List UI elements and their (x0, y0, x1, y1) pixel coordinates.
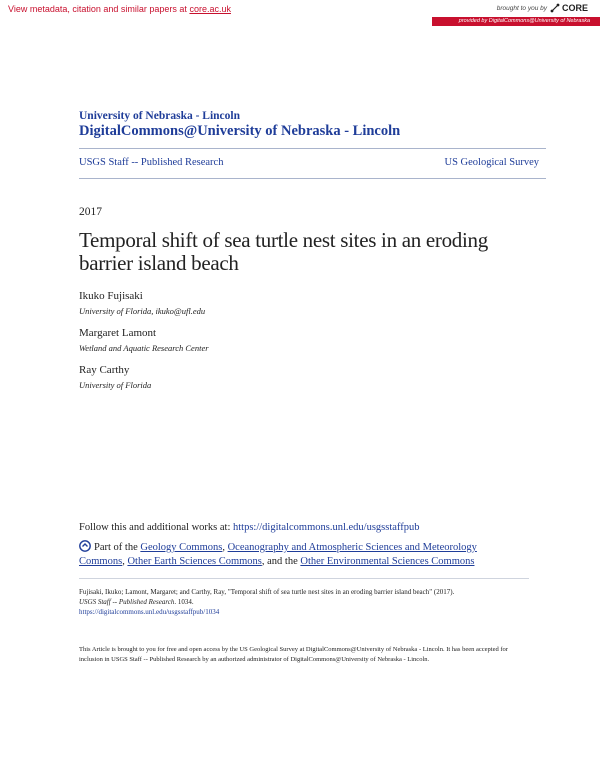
follow-line (79, 522, 419, 533)
citation-divider (79, 578, 529, 579)
geology-commons-link[interactable]: Geology Commons (140, 542, 223, 553)
follow-label: Follow this and additional works at: (79, 522, 233, 533)
separator-and: , and the (261, 556, 298, 567)
citation-number: . 1034. (174, 598, 194, 606)
core-logo-icon (550, 3, 560, 13)
paper-title: Temporal shift of sea turtle nest sites in an eroding barrier island beach (79, 228, 488, 275)
brought-text: brought to you by (496, 4, 547, 12)
department-link[interactable]: US Geological Survey (444, 157, 539, 168)
header-divider-top (79, 148, 546, 149)
author-name: Ikuko Fujisaki (79, 290, 143, 302)
citation-series: USGS Staff -- Published Research (79, 598, 175, 606)
publication-year: 2017 (79, 206, 102, 218)
author-affiliation: Wetland and Aquatic Research Center (79, 343, 209, 353)
author-affiliation: University of Florida, ikuko@ufl.edu (79, 306, 206, 316)
author-name: Margaret Lamont (79, 327, 157, 339)
core-metadata-link[interactable] (8, 4, 231, 14)
core-link-domain: core.ac.uk (189, 4, 231, 14)
repository-link[interactable]: DigitalCommons@University of Nebraska - Lincoln (79, 123, 401, 139)
core-logo-text: CORE (561, 3, 588, 13)
provided-by-bar[interactable]: provided by DigitalCommons@University of Nebraska (432, 17, 600, 26)
author-affiliation: University of Florida (79, 380, 152, 390)
institution-link[interactable]: University of Nebraska - Lincoln (79, 110, 240, 122)
oceanography-commons-link[interactable]: Oceanography and Atmospheric Sciences and Meteorology Commons (79, 542, 477, 567)
separator-comma: , (122, 556, 125, 567)
recommended-citation (79, 587, 529, 617)
separator-comma: , (222, 542, 225, 553)
other-environmental-sciences-commons-link[interactable]: Other Environmental Sciences Commons (300, 556, 475, 567)
access-notice: This Article is brought to you for free and open access by the US Geological Survey at DigitalCommons@University of Nebraska - Lincoln. It has been accepted for inclusion in USGS Staff -- Published Research by an authorized administrator of DigitalCommons@University of Nebraska - Lincoln. (79, 646, 508, 663)
series-link[interactable]: USGS Staff -- Published Research (79, 157, 224, 168)
part-of-commons (79, 540, 519, 569)
brought-to-you (497, 3, 588, 13)
part-of-label: Part of the (94, 542, 138, 553)
citation-text: Fujisaki, Ikuko; Lamont, Margaret; and Carthy, Ray, "Temporal shift of sea turtle nest sites in an eroding barrier island beach" (2017). (79, 588, 455, 596)
core-logo[interactable] (550, 3, 588, 13)
other-earth-sciences-commons-link[interactable]: Other Earth Sciences Commons (127, 556, 262, 567)
citation-url-link[interactable]: https://digitalcommons.unl.edu/usgsstaffpub/1034 (79, 608, 220, 616)
core-link-prefix: View metadata, citation and similar papers at (8, 4, 190, 14)
commons-network-icon (79, 540, 91, 552)
author-name: Ray Carthy (79, 364, 130, 376)
header-divider-bottom (79, 178, 546, 179)
core-banner (0, 0, 600, 30)
follow-url-link[interactable]: https://digitalcommons.unl.edu/usgsstaffpub (233, 522, 420, 533)
